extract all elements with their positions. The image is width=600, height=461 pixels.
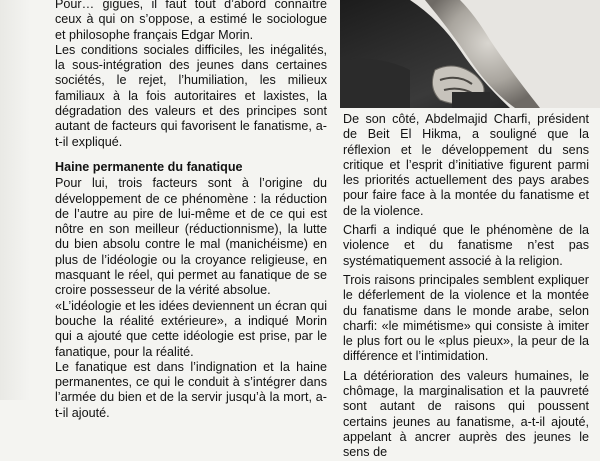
photo-illustration [340, 0, 600, 108]
paragraph: Les conditions sociales difficiles, les inégalités, la sous-intégration des jeunes dans certaines sociétés, le rejet, l’humiliation, les milieux familiaux à la fois autoritaires et laxistes, la dégradation des valeurs et des principes sont autant de facteurs qui favorisent le fanatisme, a-t-il expliqué. [55, 42, 327, 149]
article-column-left [55, 0, 327, 421]
scan-edge [0, 0, 30, 400]
paragraph: Le fanatique est dans l’indignation et la haine permanentes, ce qui le conduit à s’intégrer dans l’armée du bien et de la servir jusqu’à la mort, a-t-il ajouté. [55, 359, 327, 420]
article-column-right [343, 112, 589, 461]
section-heading: Haine permanente du fanatique [55, 159, 243, 174]
paragraph: De son côté, Abdelmajid Charfi, président de Beit El Hikma, a souligné que la réflexion et le développement du sens critique et l’esprit d’initiative figurent parmi les priorités actuellement des pays arabes pour faire face à la montée du fanatisme et de la violence. [343, 112, 589, 218]
paragraph: Charfi a indiqué que le phénomène de la violence et du fanatisme n’est pas systématiquement associé à la religion. [343, 223, 589, 268]
article-photo [340, 0, 600, 108]
paragraph: La détérioration des valeurs humaines, le chômage, la marginalisation et la pauvreté sont autant de raisons qui poussent certains jeunes au fanatisme, a-t-il ajouté, appelant à ancrer auprès des jeunes le sens de [343, 368, 589, 460]
paragraph: «L’idéologie et les idées deviennent un écran qui bouche la réalité extérieure», a indiqué Morin qui a ajouté que cette idéologie est prise, par le fanatique, pour la réalité. [55, 298, 327, 359]
intro-fragment: Pour… gigues, il faut tout d’abord connaître ceux à qui on s’oppose, a estimé le sociologue et philosophe français Edgar Morin. [55, 0, 327, 42]
paragraph: Trois raisons principales semblent expliquer le déferlement de la violence et la montée du fanatisme dans le monde arabe, selon charfi: «le mimétisme» qui consiste à imiter le plus fort ou le «plus pieux», la peur de la différence et l’intimidation. [343, 272, 589, 364]
paragraph: Pour lui, trois facteurs sont à l’origine du développement de ce phénomène : la réduction de l’autre au pire de lui-même et de ce qui est nôtre en son meilleur (réductionnisme), la lutte du bien absolu contre le mal (manichéisme) en plus de l’idéologie ou la croyance religieuse, en masquant le réel, qui permet au fanatique de se croire possesseur de la vérité absolue. [55, 176, 327, 298]
